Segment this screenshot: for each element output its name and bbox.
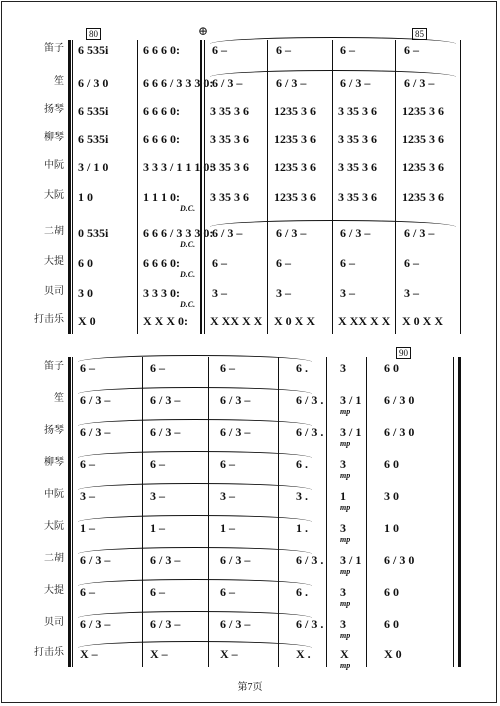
dynamic-mp: mp: [340, 471, 351, 480]
measure-cell: 1 –: [80, 521, 95, 535]
measure-cell: 3 0: [78, 286, 93, 300]
measure-cell: 6 –: [150, 585, 165, 599]
instrument-label: 笙: [54, 393, 64, 404]
instrument-label: 笛子: [44, 43, 64, 54]
measure-cell: 6 / 3 0: [78, 76, 109, 90]
dynamic-mp: mp: [340, 661, 351, 670]
measure-cell: X 0: [384, 647, 402, 661]
measure-cell: X XX X X: [338, 314, 391, 328]
instrument-label: 打击乐: [34, 314, 64, 325]
staff-row-beisi: [0, 611, 500, 640]
measure-cell: 1235 3 6: [402, 104, 444, 118]
tie-arc: [78, 355, 312, 362]
measure-cell: 6 –: [276, 43, 291, 57]
measure-cell: 6 535i: [78, 104, 109, 118]
tie-arc: [78, 641, 312, 648]
measure-cell: 6 –: [220, 361, 235, 375]
measure-cell: 3 35 3 6: [338, 132, 377, 146]
measure-cell: 6 535i: [78, 43, 109, 57]
measure-cell: 3: [340, 585, 346, 599]
staff-row-liuqin: [0, 451, 500, 480]
rehearsal-mark-90: 90: [396, 347, 411, 359]
measure-cell: 3 / 1: [340, 393, 362, 407]
measure-cell: 1 .: [296, 521, 308, 535]
measure-cell: 3 –: [404, 286, 419, 300]
dynamic-mp: mp: [340, 535, 351, 544]
measure-cell: 1235 3 6: [274, 104, 316, 118]
measure-cell: 6 / 3 –: [150, 425, 181, 439]
measure-cell: 6 / 3 –: [212, 76, 243, 90]
measure-cell: 6 / 3 –: [80, 553, 111, 567]
measure-cell: 6 0: [384, 361, 399, 375]
measure-cell: 6 –: [220, 585, 235, 599]
rehearsal-mark-85: 85: [412, 28, 427, 40]
measure-cell: 6 0: [384, 585, 399, 599]
measure-cell: 6 .: [296, 585, 308, 599]
measure-cell: 6 / 3 –: [220, 553, 251, 567]
measure-cell: 3 35 3 6: [210, 104, 249, 118]
dc-label: D.C.: [180, 240, 196, 249]
measure-cell: 6 / 3 .: [296, 425, 324, 439]
measure-cell: 6 0: [384, 457, 399, 471]
measure-cell: 6 / 3 –: [150, 617, 181, 631]
measure-cell: 3 35 3 6: [338, 104, 377, 118]
measure-cell: 6 535i: [78, 132, 109, 146]
dynamic-mp: mp: [340, 631, 351, 640]
measure-cell: 6 –: [276, 256, 291, 270]
staff-row-dati: [0, 250, 500, 279]
instrument-label: 打击乐: [34, 647, 64, 658]
measure-cell: 6 –: [220, 457, 235, 471]
measure-cell: X X X 0:: [143, 314, 188, 328]
measure-cell: 6 0: [384, 617, 399, 631]
measure-cell: 6 / 3 –: [340, 226, 371, 240]
measure-cell: 6 / 3 –: [276, 76, 307, 90]
measure-cell: 3 –: [212, 286, 227, 300]
instrument-label: 柳琴: [44, 457, 64, 468]
measure-cell: 6 / 3 –: [404, 226, 435, 240]
instrument-label: 中阮: [44, 160, 64, 171]
measure-cell: X 0 X X: [402, 314, 443, 328]
measure-cell: 6 .: [296, 361, 308, 375]
measure-cell: 6 6 6 / 3 3 3 0:: [143, 76, 214, 90]
measure-cell: 1 0: [78, 190, 93, 204]
measure-cell: 1 –: [150, 521, 165, 535]
measure-cell: X –: [220, 647, 238, 661]
instrument-label: 笛子: [44, 361, 64, 372]
measure-cell: 6 / 3 .: [296, 617, 324, 631]
measure-cell: 6 .: [296, 457, 308, 471]
measure-cell: X –: [80, 647, 98, 661]
staff-row-erhu: [0, 547, 500, 576]
instrument-label: 大提: [44, 585, 64, 596]
measure-cell: X 0 X X: [274, 314, 315, 328]
measure-cell: 6 6 6 0:: [143, 132, 180, 146]
tie-arc: [78, 547, 312, 554]
measure-cell: 1235 3 6: [402, 190, 444, 204]
measure-cell: 3 3 3 / 1 1 1 0:: [143, 160, 214, 174]
measure-cell: 0 535i: [78, 226, 109, 240]
measure-cell: X 0: [78, 314, 96, 328]
measure-cell: 6 / 3 0: [384, 553, 415, 567]
instrument-label: 大阮: [44, 190, 64, 201]
measure-cell: 6 / 3 –: [220, 617, 251, 631]
measure-cell: 1235 3 6: [274, 132, 316, 146]
dynamic-mp: mp: [340, 567, 351, 576]
measure-cell: 1 –: [220, 521, 235, 535]
instrument-label: 柳琴: [44, 132, 64, 143]
measure-cell: 3 / 1: [340, 553, 362, 567]
measure-cell: 6 / 3 –: [220, 393, 251, 407]
measure-cell: 1235 3 6: [274, 190, 316, 204]
staff-row-yangqin: [0, 419, 500, 448]
measure-cell: 6 –: [212, 43, 227, 57]
measure-cell: 3 0: [384, 489, 399, 503]
staff-row-zhongruan: [0, 483, 500, 512]
measure-cell: 1235 3 6: [402, 160, 444, 174]
measure-cell: 3 / 1: [340, 425, 362, 439]
measure-cell: 6 –: [80, 585, 95, 599]
staff-row-liuqin: [0, 126, 500, 150]
instrument-label: 中阮: [44, 489, 64, 500]
dynamic-mp: mp: [340, 599, 351, 608]
measure-cell: X –: [150, 647, 168, 661]
measure-cell: 6 / 3 –: [276, 226, 307, 240]
measure-cell: 6 / 3 –: [404, 76, 435, 90]
staff-row-beisi: [0, 280, 500, 309]
measure-cell: 6 –: [150, 361, 165, 375]
score-system-2: [0, 343, 500, 673]
tie-arc: [78, 451, 312, 458]
staff-row-sheng: [0, 387, 500, 416]
measure-cell: 1 1 1 0:: [143, 190, 180, 204]
page-number: 第7页: [237, 682, 263, 693]
dynamic-mp: mp: [340, 407, 351, 416]
measure-cell: 3 –: [220, 489, 235, 503]
measure-cell: 3 35 3 6: [210, 190, 249, 204]
measure-cell: 1 0: [384, 521, 399, 535]
dynamic-mp: mp: [340, 439, 351, 448]
measure-cell: 6 / 3 –: [220, 425, 251, 439]
measure-cell: 3: [340, 457, 346, 471]
dynamic-mp: mp: [340, 503, 351, 512]
measure-cell: 6 / 3 .: [296, 393, 324, 407]
tie-arc: [78, 579, 312, 586]
measure-cell: X .: [296, 647, 311, 661]
tie-arc: [78, 515, 312, 522]
staff-row-daruan: [0, 184, 500, 213]
instrument-label: 贝司: [44, 617, 64, 628]
measure-cell: 6 –: [340, 43, 355, 57]
dc-label: D.C.: [180, 270, 196, 279]
tie-arc: [78, 419, 312, 426]
dc-label: D.C.: [180, 204, 196, 213]
measure-cell: 6 / 3 0: [384, 425, 415, 439]
measure-cell: 6 / 3 –: [340, 76, 371, 90]
measure-cell: 3 / 1 0: [78, 160, 109, 174]
staff-row-dizi: [0, 37, 500, 61]
measure-cell: 6 0: [78, 256, 93, 270]
tie-arc: [210, 220, 456, 227]
measure-cell: 6 / 3 0: [384, 393, 415, 407]
measure-cell: 6 –: [404, 43, 419, 57]
measure-cell: 3: [340, 361, 346, 375]
measure-cell: 3: [340, 617, 346, 631]
tie-arc: [210, 70, 456, 77]
instrument-label: 大阮: [44, 521, 64, 532]
score-system-1: [0, 0, 500, 338]
measure-cell: 3 3 3 0:: [143, 286, 180, 300]
instrument-label: 二胡: [44, 553, 64, 564]
measure-cell: X: [340, 647, 349, 661]
instrument-label: 扬琴: [44, 425, 64, 436]
measure-cell: 6 –: [212, 256, 227, 270]
instrument-label: 二胡: [44, 226, 64, 237]
measure-cell: 3 –: [276, 286, 291, 300]
staff-row-percussion: [0, 308, 500, 332]
tie-arc: [210, 37, 456, 44]
tie-arc: [78, 611, 312, 618]
staff-row-dizi: [0, 355, 500, 379]
measure-cell: 6 / 3 .: [296, 553, 324, 567]
staff-row-sheng: [0, 70, 500, 94]
measure-cell: 1: [340, 489, 346, 503]
measure-cell: 1235 3 6: [402, 132, 444, 146]
measure-cell: 3 –: [80, 489, 95, 503]
staff-row-percussion: [0, 641, 500, 670]
measure-cell: 6 6 6 0:: [143, 256, 180, 270]
measure-cell: 6 –: [80, 457, 95, 471]
measure-cell: 6 / 3 –: [212, 226, 243, 240]
measure-cell: 6 –: [80, 361, 95, 375]
staff-row-erhu: [0, 220, 500, 249]
measure-cell: 1235 3 6: [274, 160, 316, 174]
measure-cell: 3 .: [296, 489, 308, 503]
measure-cell: 6 / 3 –: [150, 553, 181, 567]
staff-row-daruan: [0, 515, 500, 544]
measure-cell: 6 6 6 0:: [143, 104, 180, 118]
tie-arc: [78, 483, 312, 490]
instrument-label: 扬琴: [44, 104, 64, 115]
instrument-label: 大提: [44, 256, 64, 267]
measure-cell: 3 35 3 6: [210, 132, 249, 146]
measure-cell: X XX X X: [210, 314, 263, 328]
measure-cell: 6 –: [404, 256, 419, 270]
measure-cell: 6 / 3 –: [80, 617, 111, 631]
staff-row-yangqin: [0, 98, 500, 122]
measure-cell: 3 –: [150, 489, 165, 503]
staff-row-zhongruan: [0, 154, 500, 178]
measure-cell: 3 35 3 6: [338, 160, 377, 174]
measure-cell: 6 6 6 0:: [143, 43, 180, 57]
measure-cell: 6 –: [150, 457, 165, 471]
measure-cell: 6 –: [340, 256, 355, 270]
instrument-label: 笙: [54, 76, 64, 87]
measure-cell: 3 35 3 6: [338, 190, 377, 204]
measure-cell: 6 / 3 –: [80, 393, 111, 407]
instrument-label: 贝司: [44, 286, 64, 297]
measure-cell: 3: [340, 521, 346, 535]
dc-label: D.C.: [180, 300, 196, 309]
measure-cell: 6 6 6 / 3 3 3 0:: [143, 226, 214, 240]
measure-cell: 6 / 3 –: [80, 425, 111, 439]
measure-cell: 6 / 3 –: [150, 393, 181, 407]
rehearsal-mark-80: 80: [86, 28, 101, 40]
measure-cell: 3 –: [340, 286, 355, 300]
tie-arc: [78, 387, 312, 394]
staff-row-dati: [0, 579, 500, 608]
measure-cell: 3 35 3 6: [210, 160, 249, 174]
coda-sign: ⊕: [198, 24, 209, 38]
